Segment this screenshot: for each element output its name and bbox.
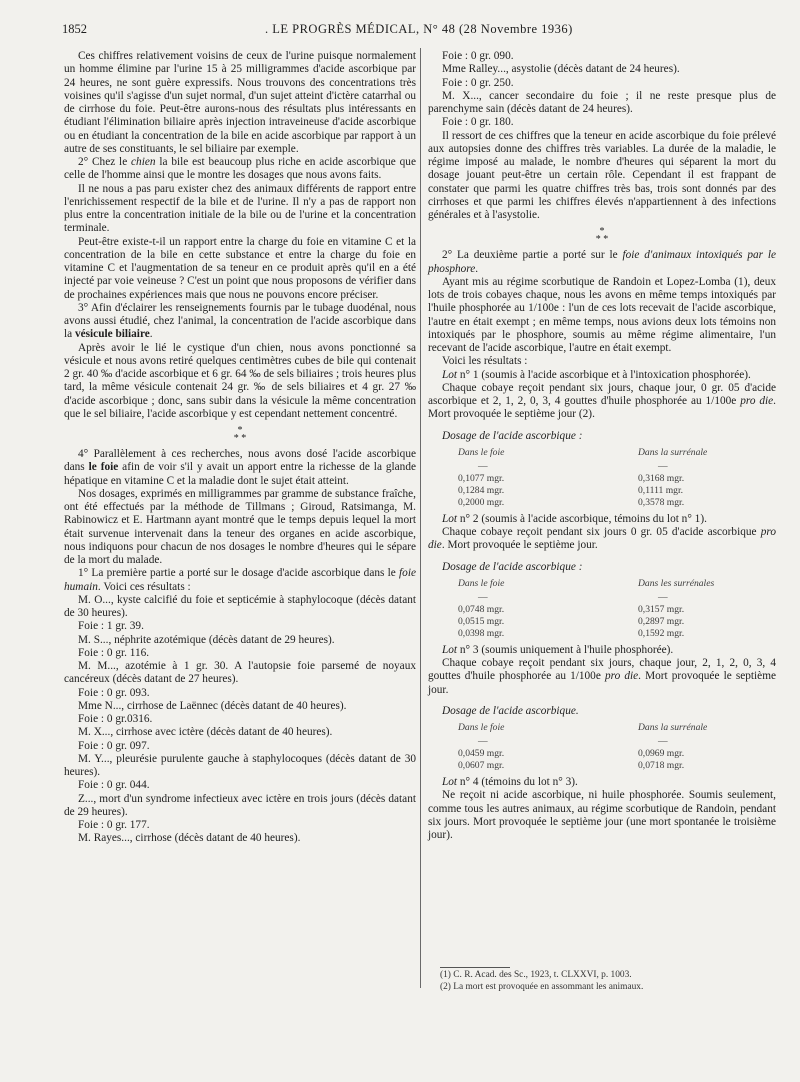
footnote: (2) La mort est provoquée en assommant les animaux. [440, 981, 644, 992]
paragraph: Ces chiffres relativement voisins de ceux de l'urine puisque normalement un homme élimine par l'urine 15 à 25 milligrammes d'acide ascorbique par 24 heures, ne sont guère expressifs. Nous trouvons des concentrations très voisines qu'il s'agisse d'un sujet normal, d'un sujet atteint d'ictère catarrhal ou de cirrhose du foie. Peut-être aurons-nous des résultats plus intéressants en étudiant l'élimination biliaire après injection intraveineuse d'acide ascorbique ou en étudiant la concentration de la bile en acide ascorbique par rapport à un autre de ses constituants, le sel biliaire par exemple. [64, 50, 416, 155]
dosage-table-lot-1: Dans le foie Dans la surrénale — — 0,1077 mgr. 0,3168 mgr. 0,1284 mgr. 0,1111 mgr. 0,2000 mgr. 0,3578 mgr. [458, 446, 708, 508]
case-foie: Foie : 1 gr. 39. [78, 620, 144, 633]
lot-3-title: Lot n° 3 (soumis uniquement à l'huile phosphorée). [442, 643, 674, 656]
table-row: 0,2000 mgr. 0,3578 mgr. [458, 496, 685, 508]
dosage-table-lot-2: Dans le foie Dans les surrénales — — 0,0748 mgr. 0,3157 mgr. 0,0515 mgr. 0,2897 mgr. 0,0398 mgr. 0,1592 mgr. [458, 577, 715, 639]
footnote-rule [440, 967, 510, 968]
dosage-heading: Dosage de l'acide ascorbique : [442, 429, 583, 442]
dosage-heading: Dosage de l'acide ascorbique : [442, 560, 583, 573]
paragraph: 3° Afin d'éclairer les renseignements fournis par le tubage duodénal, nous avons aussi étudié, chez l'animal, la concentration de l'acide ascorbique dans la vésicule biliaire. [64, 301, 416, 341]
case-foie: Foie : 0 gr. 090. [442, 50, 514, 62]
table-row: 0,0515 mgr. 0,2897 mgr. [458, 615, 685, 627]
paragraph: Voici les résultats : [442, 355, 528, 368]
lot-1-title: Lot n° 1 (soumis à l'acide ascorbique et à l'intoxication phosphorée). [442, 368, 751, 381]
case-text: Z..., mort d'un syndrome infectieux avec ictère en trois jours (décès datant de 29 heures). [64, 792, 416, 818]
column-divider [420, 48, 421, 988]
table-row: 0,0607 mgr. 0,0718 mgr. [458, 760, 685, 771]
case-text: M. X..., cirrhose avec ictère (décès datant de 40 heures). [78, 726, 333, 739]
column-header: Dans les surrénales [638, 577, 715, 589]
section-separator: * * * [233, 425, 247, 444]
paragraph: Ayant mis au régime scorbutique de Randoin et Lopez-Lomba (1), deux lots de trois cobayes chaque, nous les avons en même temps intoxiqués par l'huile phosphorée au 1/100e : l'un de ces lots recevait de l'acide ascorbique, l'autre en était exempt ; en même temps, nous avions deux lots témoins non intoxiqués par le phosphore, soumis au même régime alimentaire, l'un recevant de l'acide ascorbique, l'autre en était exempt. [428, 275, 776, 354]
case-foie: Foie : 0 gr. 097. [78, 739, 150, 752]
column-header: Dans le foie [458, 446, 505, 458]
column-header: Dans le foie [458, 722, 505, 733]
case-foie: Foie : 0 gr. 116. [78, 646, 150, 659]
paragraph: Chaque cobaye reçoit pendant six jours, chaque jour, 2, 1, 2, 0, 3, 4 gouttes d'huile phosphorée au 1/100e pro die. Mort provoquée le septième jour. [428, 657, 776, 696]
section-separator: * * * [595, 226, 609, 246]
case-foie: Foie : 0 gr. 093. [78, 686, 150, 699]
running-title: . LE PROGRÈS MÉDICAL, N° 48 (28 Novembre 1936) [265, 22, 573, 36]
paragraph: Peut-être existe-t-il un rapport entre la charge du foie en vitamine C et la concentration de la bile en cette substance et entre la charge du foie en vitamine C et l'augmentation de sa teneur en ce produit après qu'il en a été injecté par voie veineuse ? C'est un point que nous proposons de vérifier dans de prochaines expériences mais que nous ne pouvons encore préciser. [64, 235, 416, 301]
case-foie: Foie : 0 gr. 177. [78, 819, 150, 831]
table-row: 0,1077 mgr. 0,3168 mgr. [458, 472, 685, 484]
paragraph: 1° La première partie a porté sur le dosage d'acide ascorbique dans le foie humain. Voici ces résultats : [64, 567, 416, 593]
dosage-table-lot-3: Dans le foie Dans la surrénale — — 0,0459 mgr. 0,0969 mgr. 0,0607 mgr. 0,0718 mgr. [458, 722, 708, 771]
case-text: Mme Ralley..., asystolie (décès datant de 24 heures). [442, 63, 680, 76]
paragraph: Il ressort de ces chiffres que la teneur en acide ascorbique du foie prélevé aux autopsies donne des chiffres très variables. La durée de la maladie, le régime imposé au malade, le nombre d'heures qui séparent la mort du dosage jouant peut-être un certain rôle. Cependant il est frappant de constater que parmi les quatre chiffres très bas, trois sont donnés par des cirrhoses et que parmi les chiffres élevés n'appartiennent à des infections générales et à l'asystolie. [428, 129, 776, 221]
paragraph: 2° Chez le chien la bile est beaucoup plus riche en acide ascorbique que celle de l'homme ainsi que le montre les dosages que nous avons faits. [64, 156, 416, 182]
paragraph: Chaque cobaye reçoit pendant six jours 0 gr. 05 d'acide ascorbique pro die. Mort provoquée le septième jour. [428, 526, 776, 552]
lot-4-title: Lot n° 4 (témoins du lot n° 3). [442, 776, 578, 788]
paragraph: 4° Parallèlement à ces recherches, nous avons dosé l'acide ascorbique dans le foie afin de voir s'il y avait un apport entre la richesse de la glande hépatique en vitamine C et la maladie dont le sujet était atteint. [64, 448, 416, 487]
case-foie: Foie : 0 gr.0316. [78, 713, 153, 725]
column-header: Dans la surrénale [638, 446, 708, 458]
dosage-heading: Dosage de l'acide ascorbique. [442, 704, 579, 717]
case-text: M. S..., néphrite azotémique (décès datant de 29 heures). [78, 633, 335, 646]
case-foie: Foie : 0 gr. 180. [442, 116, 514, 129]
lot-2-title: Lot n° 2 (soumis à l'acide ascorbique, témoins du lot n° 1). [442, 512, 707, 525]
case-text: M. M..., azotémie à 1 gr. 30. A l'autopsie foie parsemé de noyaux cancéreux (décès datant de 27 heures). [64, 660, 416, 686]
table-row: 0,0459 mgr. 0,0969 mgr. [458, 748, 685, 759]
paragraph: Ne reçoit ni acide ascorbique, ni huile phosphorée. Soumis seulement, comme tous les autres animaux, au régime scorbutique de Randoin, pendant six jours. Mort provoquée le septième jour (une mort spontanée le troisième jour). [428, 789, 776, 841]
case-text: M. Y..., pleurésie purulente gauche à staphylocoques (décès datant de 30 heures). [64, 752, 416, 778]
column-header: Dans la surrénale [638, 722, 708, 733]
column-header: Dans le foie [458, 577, 505, 589]
case-foie: Foie : 0 gr. 044. [78, 779, 150, 792]
case-text: M. Rayes..., cirrhose (décès datant de 40 heures). [78, 832, 301, 845]
left-column [64, 50, 416, 846]
page-header [62, 22, 762, 42]
footnote: (1) C. R. Acad. des Sc., 1923, t. CLXXVI, p. 1003. [440, 970, 632, 980]
paragraph: Nos dosages, exprimés en milligrammes par gramme de substance fraîche, ont été effectués par la méthode de Tillmans ; Giroud, Ratsimanga, M. Rabinowicz et E. Hartmann ayant montré que le temps depuis lequel la mort était survenue intervenait dans la teneur des organes en acide ascorbique, nous indiquons pour chacun de nos dosages le nombre d'heures qui le sépare de la mort du malade. [64, 487, 416, 566]
table-row: 0,1284 mgr. 0,1111 mgr. [458, 484, 684, 496]
right-column [428, 50, 776, 842]
case-text: M. O..., kyste calcifié du foie et septicémie à staphylocoque (décès datant de 30 heures). [64, 593, 416, 619]
table-row: 0,0748 mgr. 0,3157 mgr. [458, 603, 685, 615]
footnotes [440, 970, 776, 993]
paragraph: Chaque cobaye reçoit pendant six jours, chaque jour, 0 gr. 05 d'acide ascorbique et 2, 1, 2, 0, 3, 4 gouttes d'huile phosphorée au 1/100e pro die. Mort provoquée le septième jour (2). [428, 381, 776, 421]
case-list [64, 594, 416, 846]
paragraph: Il ne nous a pas paru exister chez des animaux différents de rapport entre l'enrichissement respectif de la bile et de l'urine. Il n'y a pas de rapport non plus entre la concentration initiale de la bile ou de l'urine et la concentration terminale. [64, 182, 416, 235]
page-number: 1852 [62, 22, 87, 36]
case-foie: Foie : 0 gr. 250. [442, 76, 514, 89]
paragraph: Après avoir le lié le cystique d'un chien, nous avons ponctionné sa vésicule et nous avons retiré quelques centimètres cubes de bile qui contenait 2 gr. 40 ‰ d'acide ascorbique et 6 gr. 64 ‰ de sels biliaires ; trois heures plus tard, la même vésicule contenait 24 gr. ‰ de sels biliaires et 4 gr. 27 ‰ d'acide ascorbique ; donc, sans subir dans la vésicule la même concentration que le sel biliaire, l'acide ascorbique y est cependant nettement concentré. [64, 341, 416, 420]
case-text: M. X..., cancer secondaire du foie ; il ne reste presque plus de parenchyme sain (décès datant de 24 heures). [428, 89, 776, 115]
paragraph: 2° La deuxième partie a porté sur le foie d'animaux intoxiqués par le phosphore. [428, 249, 776, 275]
table-row: 0,0398 mgr. 0,1592 mgr. [458, 627, 685, 639]
case-text: Mme N..., cirrhose de Laënnec (décès datant de 40 heures). [78, 699, 347, 712]
